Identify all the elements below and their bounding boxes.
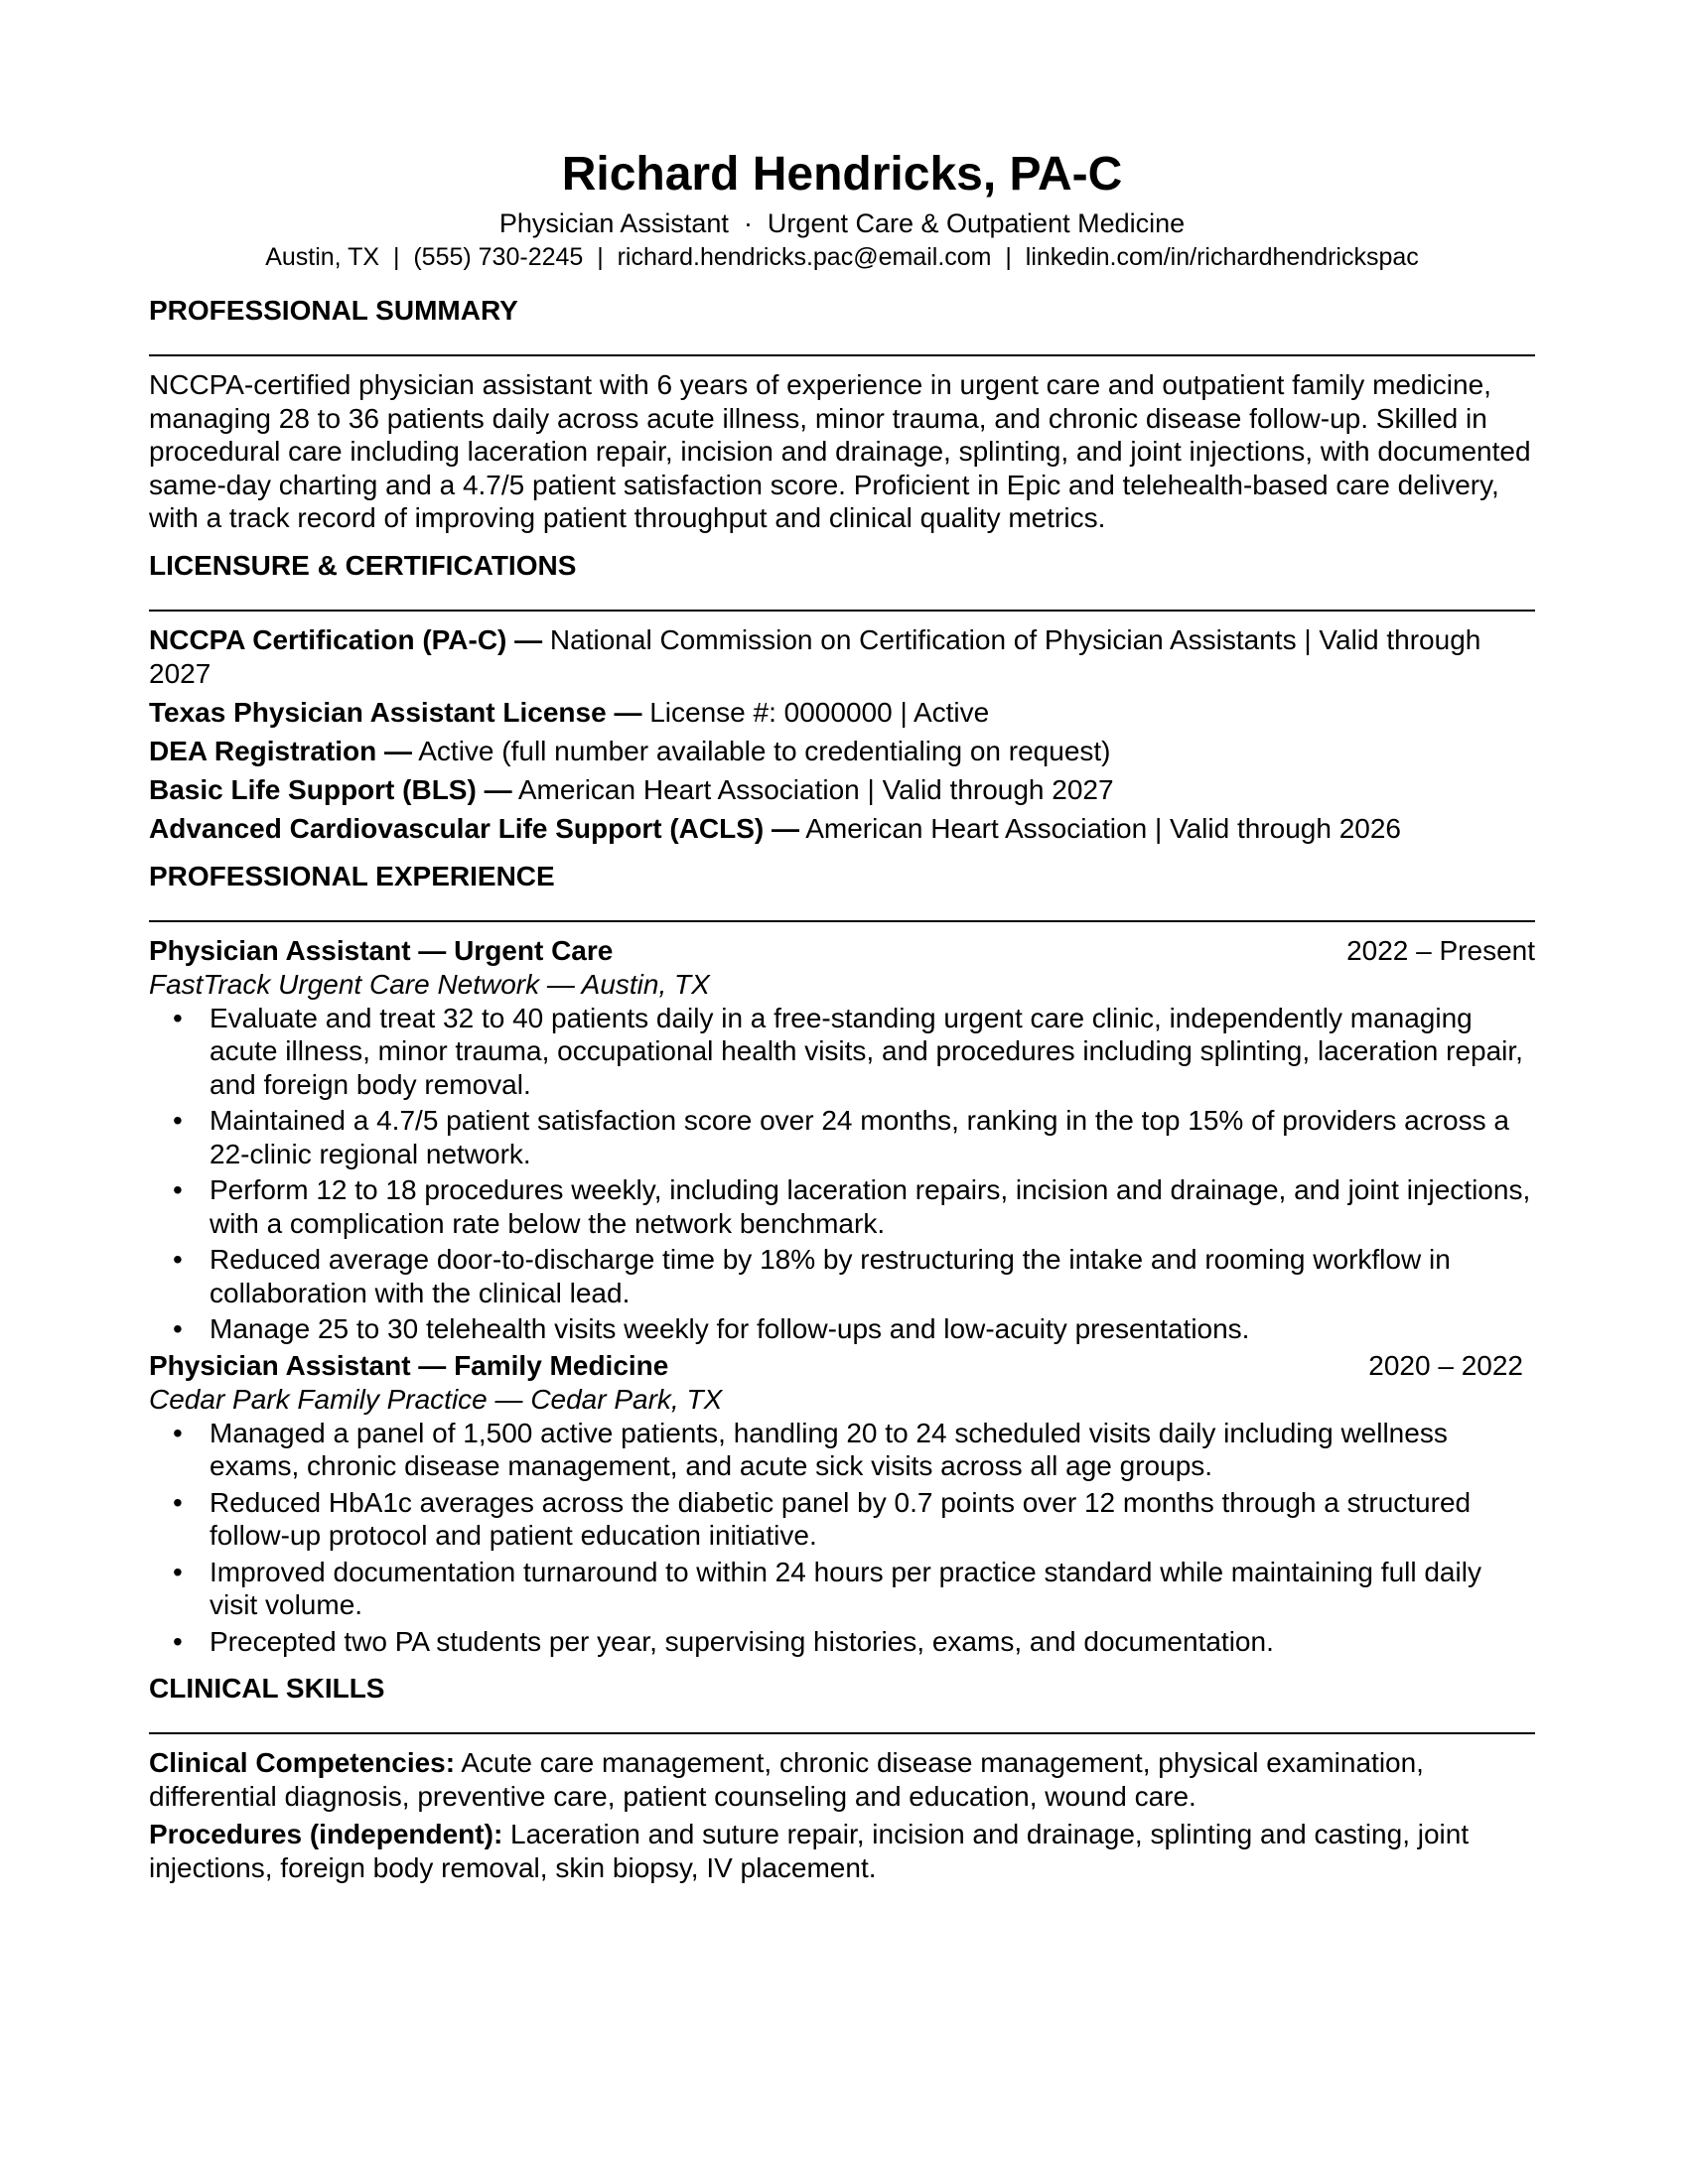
summary-text: NCCPA-certified physician assistant with 6 years of experience in urgent care and outpatient family medicine, managing 28 to 36 patients daily across acute illness, minor trauma, and chronic disease follow-up. Skilled in procedural care including laceration repair, incision and drainage, splinting, and joint injections, with documented same-day charting and a 4.7/5 patient satisfaction score. Proficient in Epic and telehealth-based care delivery, with a track record of improving patient throughput and clinical quality metrics. [149,369,1531,533]
certifications-section [149,549,1535,846]
job-bullet [149,1243,1535,1309]
job-organization: Cedar Park Family Practice — Cedar Park, TX [149,1383,723,1415]
bullet-icon: • [173,1244,183,1275]
bullet-icon: • [173,1625,183,1657]
cert-detail: American Heart Association | Valid through 2026 [799,812,1401,844]
section-title-experience: PROFESSIONAL EXPERIENCE [149,860,555,891]
cert-detail: Active (full number available to credentialing on request) [412,735,1111,766]
cert-item [149,735,1535,768]
cert-item [149,696,1535,730]
cert-item [149,773,1535,807]
section-divider [149,1732,1535,1734]
job-bullet [149,1556,1535,1622]
bullet-icon: • [173,1174,183,1205]
bullet-text: Manage 25 to 30 telehealth visits weekly for follow-ups and low-acuity presentations. [210,1313,1250,1344]
skill-label: Procedures (independent): [149,1819,503,1849]
job-title: Physician Assistant — Urgent Care [149,934,614,966]
job-bullet [149,1312,1535,1346]
contact-line: Austin, TX | (555) 730-2245 | richard.hendricks.pac@email.com | linkedin.com/in/richardhendrickspac [265,243,1419,271]
bullet-icon: • [173,1002,183,1033]
cert-name: Advanced Cardiovascular Life Support (ACLS) — [149,812,799,844]
job-organization: FastTrack Urgent Care Network — Austin, TX [149,968,710,1000]
summary-section [149,294,1535,535]
bullet-text: Managed a panel of 1,500 active patients, handling 20 to 24 scheduled visits daily including wellness exams, chronic disease management, and acute sick visits across all age groups. [210,1417,1448,1481]
cert-name: DEA Registration — [149,735,412,766]
cert-name: Basic Life Support (BLS) — [149,773,512,805]
job-bullet [149,1173,1535,1240]
cert-detail: License #: 0000000 | Active [641,696,990,728]
job-bullet [149,1486,1535,1553]
bullet-icon: • [173,1417,183,1448]
job-entry [149,1349,1535,1659]
bullet-text: Precepted two PA students per year, supervising histories, exams, and documentation. [210,1625,1274,1657]
skill-text: Laceration and suture repair, incision and drainage, splinting and casting, joint injections, foreign body removal, skin biopsy, IV placement. [149,1819,1470,1883]
candidate-name: Richard Hendricks, PA-C [561,148,1123,201]
job-dates: 2020 – 2022 [1368,1349,1523,1381]
bullet-icon: • [173,1313,183,1344]
bullet-text: Evaluate and treat 32 to 40 patients daily in a free-standing urgent care clinic, independently managing acute illness, minor trauma, occupational health visits, and procedures including splinting, laceration repair, and foreign body removal. [210,1002,1523,1100]
skills-section [149,1672,1535,1884]
section-divider [149,920,1535,922]
job-entry [149,934,1535,1346]
cert-name: NCCPA Certification (PA-C) — [149,623,543,655]
cert-detail: National Commission on Certification of Physician Assistants | Valid through 2027 [149,623,1481,689]
section-title-certifications: LICENSURE & CERTIFICATIONS [149,549,577,581]
cert-name: Texas Physician Assistant License — [149,696,642,728]
job-bullet [149,1417,1535,1483]
cert-item [149,623,1535,691]
job-bullets [149,1417,1535,1659]
bullet-icon: • [173,1486,183,1518]
bullet-text: Perform 12 to 18 procedures weekly, including laceration repairs, incision and drainage, and joint injections, with a complication rate below the network benchmark. [210,1174,1531,1239]
bullet-icon: • [173,1556,183,1587]
job-bullet [149,1002,1535,1102]
section-divider [149,354,1535,356]
resume-header [149,147,1535,274]
job-bullets [149,1002,1535,1346]
job-bullet [149,1104,1535,1170]
job-bullet [149,1625,1535,1659]
bullet-text: Reduced HbA1c averages across the diabetic panel by 0.7 points over 12 months through a structured follow-up protocol and patient education initiative. [210,1486,1472,1551]
bullet-text: Improved documentation turnaround to within 24 hours per practice standard while maintaining full daily visit volume. [210,1556,1481,1620]
cert-detail: American Heart Association | Valid through 2027 [511,773,1114,805]
job-header [149,934,1535,968]
experience-section [149,860,1535,1659]
section-title-summary: PROFESSIONAL SUMMARY [149,295,518,326]
bullet-icon: • [173,1105,183,1136]
skill-item [149,1818,1535,1884]
section-title-skills: CLINICAL SKILLS [149,1673,385,1704]
section-divider [149,610,1535,612]
cert-item [149,812,1535,846]
job-header [149,1349,1535,1383]
resume-page [149,147,1535,1889]
bullet-text: Maintained a 4.7/5 patient satisfaction score over 24 months, ranking in the top 15% of providers across a 22-clinic regional network. [210,1105,1509,1169]
bullet-text: Reduced average door-to-discharge time by 18% by restructuring the intake and rooming workflow in collaboration with the clinical lead. [210,1244,1451,1308]
skill-item [149,1746,1535,1813]
candidate-subtitle: Physician Assistant · Urgent Care & Outpatient Medicine [498,208,1186,238]
job-title: Physician Assistant — Family Medicine [149,1349,669,1381]
skill-label: Clinical Competencies: [149,1747,456,1778]
skill-text: Acute care management, chronic disease management, physical examination, differential diagnosis, preventive care, patient counseling and education, wound care. [149,1747,1424,1812]
job-dates: 2022 – Present [1346,934,1535,966]
